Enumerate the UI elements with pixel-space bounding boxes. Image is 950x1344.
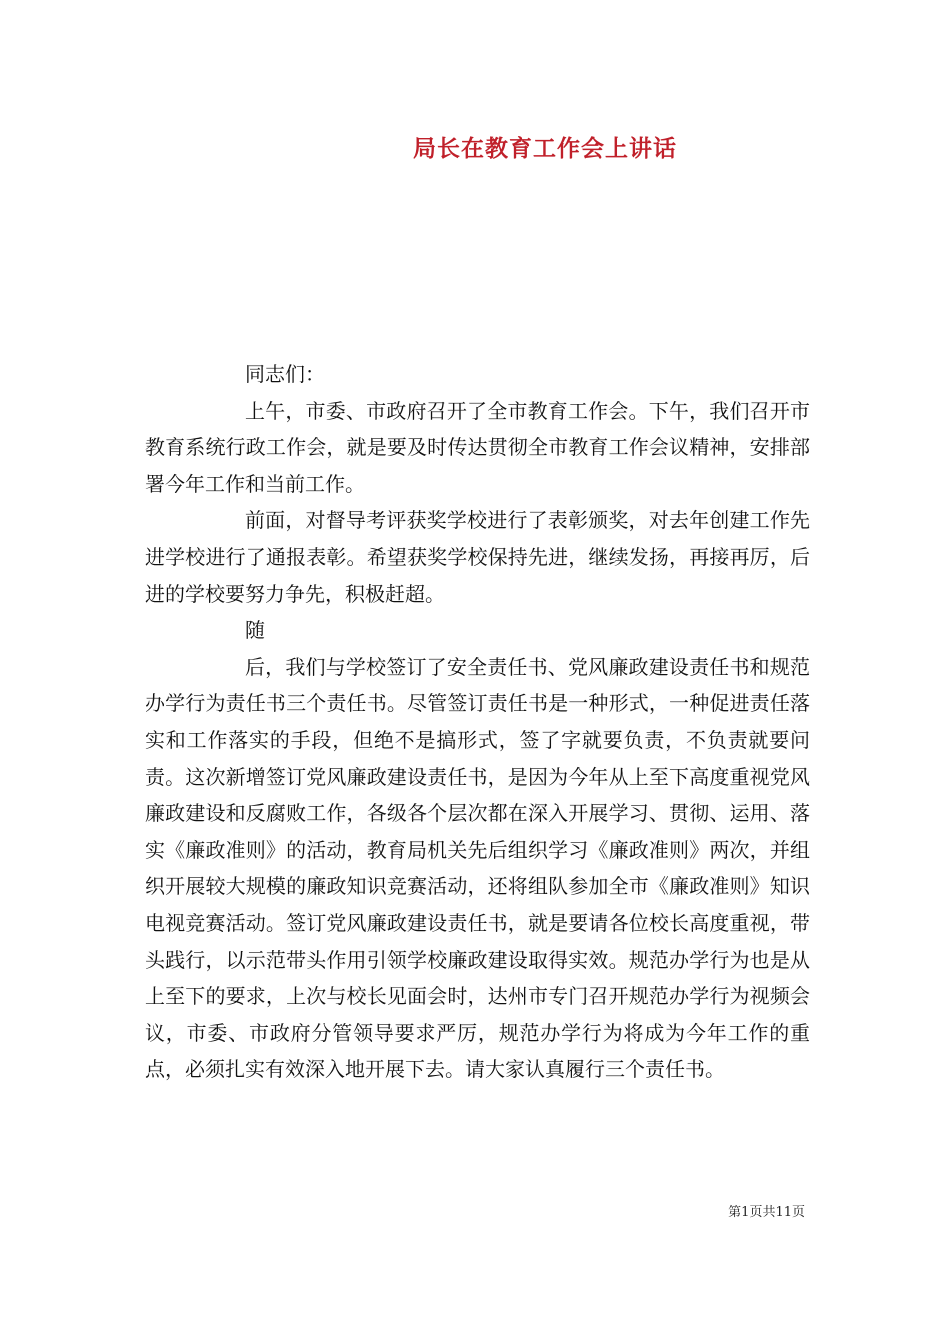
paragraph-3: 随	[245, 618, 265, 643]
paragraph-2: 前面，对督导考评获奖学校进行了表彰颁奖，对去年创建工作先进学校进行了通报表彰。希望获奖学校保持先进，继续发扬，再接再厉，后进的学校要努力争先，积极赶超。	[145, 508, 810, 606]
paragraph-1: 上午，市委、市政府召开了全市教育工作会。下午，我们召开市教育系统行政工作会，就是要及时传达贯彻全市教育工作会议精神，安排部署今年工作和当前工作。	[145, 398, 810, 496]
page-number-footer: 第1页共11页	[728, 1205, 805, 1220]
document-title: 局长在教育工作会上讲话	[413, 135, 677, 162]
paragraph-4: 后，我们与学校签订了安全责任书、党风廉政建设责任书和规范办学行为责任书三个责任书。尽管签订责任书是一种形式，一种促进责任落实和工作落实的手段，但绝不是搞形式，签了字就要负责，不负责就要问责。这次新增签订党风廉政建设责任书，是因为今年从上至下高度重视党风廉政建设和反腐败工作，各级各个层次都在深入开展学习、贯彻、运用、落实《廉政准则》的活动，教育局机关先后组织学习《廉政准则》两次，并组织开展较大规模的廉政知识竞赛活动，还将组队参加全市《廉政准则》知识电视竞赛活动。签订党风廉政建设责任书，就是要请各位校长高度重视，带头践行，以示范带头作用引领学校廉政建设取得实效。规范办学行为也是从上至下的要求，上次与校长见面会时，达州市专门召开规范办学行为视频会议，市委、市政府分管领导要求严厉，规范办学行为将成为今年工作的重点，必须扎实有效深入地开展下去。请大家认真履行三个责任书。	[145, 654, 810, 1082]
document-body	[145, 356, 810, 1088]
salutation: 同志们：	[245, 362, 325, 386]
